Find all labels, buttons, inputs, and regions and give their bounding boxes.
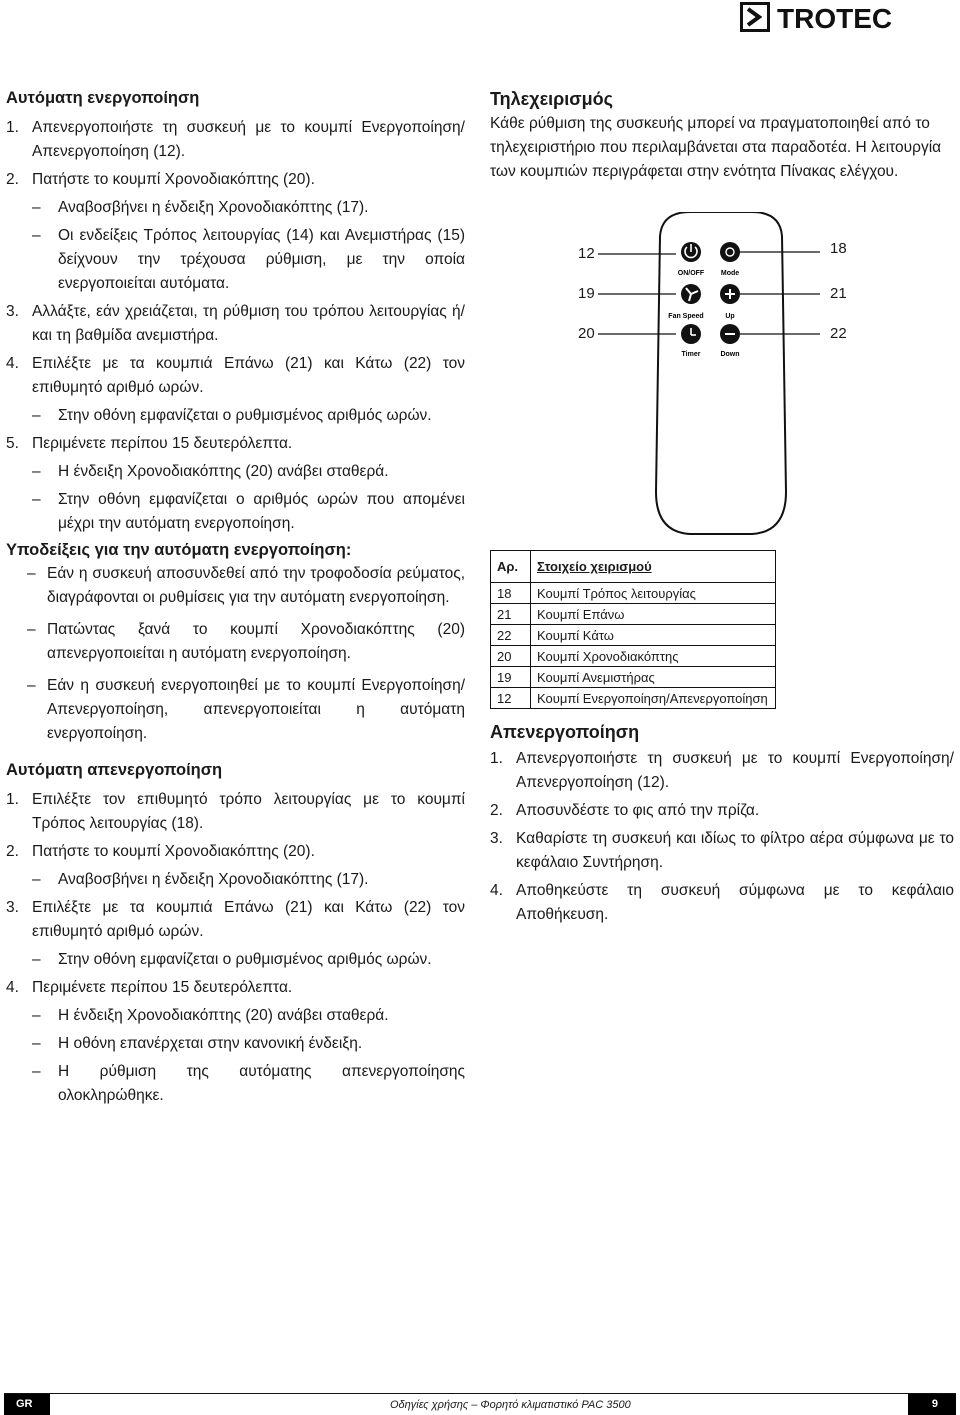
table-row — [491, 625, 776, 646]
page-footer — [4, 1393, 956, 1415]
dash-bullet: – — [32, 951, 41, 968]
step-text: Αποσυνδέστε το φις από την πρίζα. — [516, 802, 760, 819]
step-text: Καθαρίστε τη συσκευή και ιδίως το φίλτρο αέρα σύμφωνα με το κεφάλαιο Συντήρηση. — [516, 830, 954, 871]
step-result — [32, 868, 465, 892]
tips-list — [6, 562, 465, 746]
mode-button-icon — [720, 242, 740, 262]
brand-wordmark: TROTEC — [777, 3, 893, 32]
off-title: Απενεργοποίηση — [490, 722, 640, 742]
step-number: 3. — [6, 899, 19, 916]
timer-button-icon — [681, 324, 701, 344]
step-item — [6, 168, 465, 192]
step-item — [6, 116, 465, 164]
callout-20: 20 — [578, 325, 595, 342]
step-item — [490, 827, 954, 875]
page-number: 9 — [908, 1394, 956, 1415]
dash-bullet: – — [27, 677, 36, 694]
step-number: 5. — [6, 435, 19, 452]
table-cell-number: 12 — [491, 688, 531, 709]
left-column — [6, 88, 465, 1112]
table-cell-control: Κουμπί Χρονοδιακόπτης — [531, 646, 776, 667]
dash-bullet: – — [32, 1007, 41, 1024]
dash-bullet: – — [32, 871, 41, 888]
up-button-icon — [720, 284, 740, 304]
callout-22: 22 — [830, 325, 847, 342]
step-item — [490, 799, 954, 823]
step-item — [6, 840, 465, 864]
callout-12: 12 — [578, 245, 595, 262]
controls-table — [490, 550, 776, 709]
step-result-text: Η ρύθμιση της αυτόματης απενεργοποίησης ολοκληρώθηκε. — [58, 1063, 465, 1104]
on-off-label: ON/OFF — [677, 270, 705, 277]
remote-section — [490, 88, 954, 709]
auto-off-steps — [6, 788, 465, 1108]
step-result — [32, 404, 465, 428]
auto-on-title: Αυτόματη ενεργοποίηση — [6, 89, 200, 107]
dash-bullet: – — [32, 463, 41, 480]
step-result — [32, 196, 465, 220]
tip-text: Εάν η συσκευή ενεργοποιηθεί με το κουμπί Ενεργοποίηση/Απενεργοποίηση, απενεργοποιείται η αυτόματη ενεργοποίηση. — [47, 677, 465, 742]
step-result-text: Στην οθόνη εμφανίζεται ο ρυθμισμένος αριθμός ωρών. — [58, 951, 432, 968]
right-column — [490, 88, 954, 931]
step-result-text: Η οθόνη επανέρχεται στην κανονική ένδειξη. — [58, 1035, 363, 1052]
off-section — [490, 721, 954, 927]
step-result — [32, 1060, 465, 1108]
tip-item — [6, 674, 465, 746]
table-row — [491, 667, 776, 688]
table-row — [491, 646, 776, 667]
table-cell-number: 22 — [491, 625, 531, 646]
callout-18: 18 — [830, 240, 847, 257]
footer-title: Οδηγίες χρήσης – Φορητό κλιματιστικό PAC 3500 — [390, 1399, 631, 1411]
step-number: 4. — [490, 882, 503, 899]
remote-title: Τηλεχειρισμός — [490, 89, 613, 109]
step-text: Πατήστε το κουμπί Χρονοδιακόπτης (20). — [32, 843, 315, 860]
callout-21: 21 — [830, 285, 847, 302]
auto-on-section — [6, 88, 465, 536]
step-text: Επιλέξτε τον επιθυμητό τρόπο λειτουργίας με το κουμπί Τρόπος λειτουργίας (18). — [32, 791, 465, 832]
on-off-button-icon — [681, 242, 701, 262]
step-item — [490, 747, 954, 795]
step-number: 3. — [490, 830, 503, 847]
trotec-logo — [740, 2, 954, 32]
table-header-row — [491, 551, 776, 583]
tips-title: Υποδείξεις για την αυτόματη ενεργοποίηση: — [6, 541, 352, 559]
step-result-text: Αναβοσβήνει η ένδειξη Χρονοδιακόπτης (17). — [58, 871, 369, 888]
step-text: Απενεργοποιήστε τη συσκευή με το κουμπί Ενεργοποίηση/Απενεργοποίηση (12). — [516, 750, 954, 791]
step-number: 2. — [490, 802, 503, 819]
step-number: 1. — [490, 750, 503, 767]
off-steps — [490, 747, 954, 927]
table-cell-number: 19 — [491, 667, 531, 688]
step-result — [32, 1004, 465, 1028]
table-cell-number: 18 — [491, 583, 531, 604]
table-cell-control: Κουμπί Ανεμιστήρας — [531, 667, 776, 688]
step-result — [32, 224, 465, 296]
dash-bullet: – — [32, 491, 41, 508]
step-result-text: Η ένδειξη Χρονοδιακόπτης (20) ανάβει σταθερά. — [58, 463, 389, 480]
table-row — [491, 583, 776, 604]
step-result — [32, 488, 465, 536]
table-cell-control: Κουμπί Ενεργοποίηση/Απενεργοποίηση — [531, 688, 776, 709]
step-text: Περιμένετε περίπου 15 δευτερόλεπτα. — [32, 435, 293, 452]
step-item — [6, 352, 465, 400]
remote-illustration — [490, 212, 954, 540]
dash-bullet: – — [27, 565, 36, 582]
auto-off-section — [6, 760, 465, 1108]
dash-bullet: – — [32, 199, 41, 216]
step-result — [32, 1032, 465, 1056]
tip-text: Πατώντας ξανά το κουμπί Χρονοδιακόπτης (20) απενεργοποιείται η αυτόματη ενεργοποίηση. — [47, 621, 465, 662]
step-item — [6, 896, 465, 944]
step-text: Αλλάξτε, εάν χρειάζεται, τη ρύθμιση του τρόπου λειτουργίας ή/και τη βαθμίδα ανεμιστήρα. — [32, 303, 465, 344]
mode-label: Mode — [720, 270, 740, 277]
step-text: Πατήστε το κουμπί Χρονοδιακόπτης (20). — [32, 171, 315, 188]
table-row — [491, 604, 776, 625]
dash-bullet: – — [32, 227, 41, 244]
up-label: Up — [725, 313, 735, 320]
step-text: Επιλέξτε με τα κουμπιά Επάνω (21) και Κάτω (22) τον επιθυμητό αριθμό ωρών. — [32, 899, 465, 940]
tip-text: Εάν η συσκευή αποσυνδεθεί από την τροφοδοσία ρεύματος, διαγράφονται οι ρυθμίσεις για την αυτόματη ενεργοποίηση. — [47, 565, 465, 606]
dash-bullet: – — [32, 1063, 41, 1080]
fan-speed-button-icon — [681, 284, 701, 304]
step-item — [6, 788, 465, 836]
step-result-text: Στην οθόνη εμφανίζεται ο αριθμός ωρών που απομένει μέχρι την αυτόματη ενεργοποίηση. — [58, 491, 465, 532]
step-result-text: Στην οθόνη εμφανίζεται ο ρυθμισμένος αριθμός ωρών. — [58, 407, 432, 424]
step-result — [32, 948, 465, 972]
remote-text: Κάθε ρύθμιση της συσκευής μπορεί να πραγματοποιηθεί από το τηλεχειριστήριο που περιλαμβάνεται στα παραδοτέα. Η λειτουργία των κουμπιών περιγράφεται στην ενότητα Πίνακας ελέγχου. — [490, 115, 942, 180]
dash-bullet: – — [27, 621, 36, 638]
step-result — [32, 460, 465, 484]
table-cell-control: Κουμπί Επάνω — [531, 604, 776, 625]
step-text: Απενεργοποιήστε τη συσκευή με το κουμπί Ενεργοποίηση/Απενεργοποίηση (12). — [32, 119, 465, 160]
table-cell-control: Κουμπί Κάτω — [531, 625, 776, 646]
table-cell-number: 21 — [491, 604, 531, 625]
tip-item — [6, 618, 465, 666]
step-number: 2. — [6, 171, 19, 188]
step-result-text: Η ένδειξη Χρονοδιακόπτης (20) ανάβει σταθερά. — [58, 1007, 389, 1024]
step-number: 2. — [6, 843, 19, 860]
step-number: 3. — [6, 303, 19, 320]
callout-19: 19 — [578, 285, 595, 302]
step-item — [6, 300, 465, 348]
step-item — [490, 879, 954, 927]
dash-bullet: – — [32, 407, 41, 424]
tip-item — [6, 562, 465, 610]
table-cell-control: Κουμπί Τρόπος λειτουργίας — [531, 583, 776, 604]
tips-section — [6, 540, 465, 746]
remote-control-drawing — [490, 212, 954, 540]
auto-on-steps — [6, 116, 465, 536]
down-label: Down — [720, 351, 740, 358]
table-cell-number: 20 — [491, 646, 531, 667]
step-result-text: Αναβοσβήνει η ένδειξη Χρονοδιακόπτης (17). — [58, 199, 369, 216]
table-row — [491, 688, 776, 709]
step-number: 1. — [6, 791, 19, 808]
table-header-control: Στοιχείο χειρισμού — [531, 551, 776, 583]
timer-label: Timer — [681, 351, 701, 358]
auto-off-title: Αυτόματη απενεργοποίηση — [6, 761, 223, 779]
step-result-text: Οι ενδείξεις Τρόπος λειτουργίας (14) και Ανεμιστήρας (15) δείχνουν την τρέχουσα ρύθμιση, με την οποία ενεργοποιείται αυτόματα. — [58, 227, 465, 292]
fan-speed-label: Fan Speed — [668, 313, 704, 320]
step-item — [6, 976, 465, 1000]
dash-bullet: – — [32, 1035, 41, 1052]
step-number: 4. — [6, 979, 19, 996]
step-item — [6, 432, 465, 456]
table-header-number: Αρ. — [491, 551, 531, 583]
down-button-icon — [720, 324, 740, 344]
step-text: Περιμένετε περίπου 15 δευτερόλεπτα. — [32, 979, 293, 996]
step-text: Αποθηκεύστε τη συσκευή σύμφωνα με το κεφάλαιο Αποθήκευση. — [516, 882, 954, 923]
step-number: 4. — [6, 355, 19, 372]
step-number: 1. — [6, 119, 19, 136]
step-text: Επιλέξτε με τα κουμπιά Επάνω (21) και Κάτω (22) τον επιθυμητό αριθμό ωρών. — [32, 355, 465, 396]
language-badge: GR — [4, 1394, 50, 1415]
